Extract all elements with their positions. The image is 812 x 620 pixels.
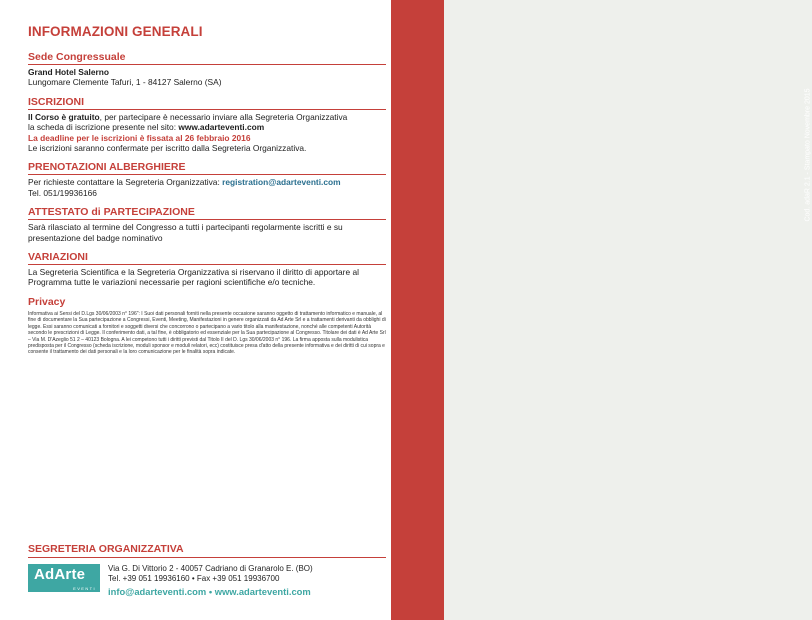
page-title: INFORMAZIONI GENERALI bbox=[28, 24, 203, 39]
hotel-phone: Tel. 051/19936166 bbox=[28, 187, 97, 198]
logo-sub-text: EVENTI bbox=[73, 586, 96, 591]
registration-heading: ISCRIZIONI bbox=[28, 96, 386, 110]
changes-section bbox=[28, 251, 386, 288]
registration-line-1-rest: , per partecipare è necessario inviare alla Segreteria Organizzativa bbox=[99, 111, 348, 122]
registration-confirm: Le iscrizioni saranno confermate per iscritto dalla Segreteria Organizzativa. bbox=[28, 143, 307, 154]
red-side-strip bbox=[391, 0, 812, 620]
organizer-details bbox=[108, 564, 313, 597]
privacy-heading: Privacy bbox=[28, 295, 66, 308]
registration-site-link[interactable]: www.adarteventi.com bbox=[178, 122, 265, 133]
adarte-logo bbox=[28, 564, 100, 592]
general-info bbox=[28, 24, 386, 364]
certificate-text: Sarà rilasciato al termine del Congresso a tutti i partecipanti regolarmente iscritti e su presentazione del badge nominativo bbox=[28, 222, 343, 243]
organizer-contacts[interactable]: info@adarteventi.com • www.adarteventi.com bbox=[108, 586, 311, 598]
organizer-phones: Tel. +39 051 19936160 • Fax +39 051 19936700 bbox=[108, 574, 280, 584]
hotel-line-1 bbox=[28, 177, 386, 187]
organizer-row bbox=[28, 564, 386, 597]
certificate-heading: ATTESTATO di PARTECIPAZIONE bbox=[28, 206, 386, 220]
privacy-text: Informativa ai Sensi del D.Lgs 30/06/2003 n° 196": I Suoi dati personali forniti nella presente occasione saranno oggetto di trattamento informatico e manuale, al fine di documentare la Sua partecipazione a Congressi, Eventi, Meeting, Manifestazioni in genere organizzati da Ad Arte Srl e a trattamenti derivanti da obblighi di legge. Essi saranno comunicati a fornitori e soggetti diversi che concorrono o partecipano a vario titolo alla manifestazione, nonché alle competenti Autorità secondo le prescrizioni di Legge. Il conferimento dati, a tal fine, è obbligatorio ed essenziale per la Sua partecipazione al Congresso. Titolare dei dati è Ad Arte Srl – Via M. D'Azeglio 51 2 – 40123 Bologna. A lei competono tutti i diritti previsti dal Titolo II del D. Lgs 30/06/2003 n° 196. La firma apposta sulla modulistica predisposta per il Congresso (scheda iscrizione, moduli sponsor e moduli relatori, ecc) costituisce presa d'atto della presente informativa e dei diritti di cui sopra e consente il trattamento dei dati personali e la loro comunicazione per le finalità sopra indicate. bbox=[28, 310, 386, 356]
organizer-address: Via G. Di Vittorio 2 - 40057 Cadriano di Granarolo E. (BO) bbox=[108, 564, 313, 573]
hotel-heading: PRENOTAZIONI ALBERGHIERE bbox=[28, 161, 386, 175]
registration-line-2 bbox=[28, 122, 386, 132]
venue-name: Grand Hotel Salerno bbox=[28, 67, 109, 77]
changes-heading: VARIAZIONI bbox=[28, 251, 386, 265]
certificate-section bbox=[28, 206, 386, 243]
changes-text: La Segreteria Scientifica e la Segreteria Organizzativa si riservano il diritto di apportare al Programma tutte le variazioni necessarie per ragioni scientifiche e/o tecniche. bbox=[28, 267, 359, 288]
logo-main-text: AdArte bbox=[34, 566, 86, 583]
venue-heading: Sede Congressuale bbox=[28, 51, 386, 65]
privacy-section bbox=[28, 296, 386, 356]
registration-deadline: La deadline per le iscrizioni è fissata al 26 febbraio 2016 bbox=[28, 132, 251, 143]
venue-address: Lungomare Clemente Tafuri, 1 - 84127 Salerno (SA) bbox=[28, 77, 222, 88]
organizer-footer bbox=[28, 543, 386, 597]
venue-section bbox=[28, 51, 386, 88]
hotel-section bbox=[28, 161, 386, 198]
registration-line-2-text: la scheda di iscrizione presente nel sito: bbox=[28, 122, 179, 133]
free-course-label: Il Corso è gratuito bbox=[28, 111, 100, 122]
print-code: Cod. adaR 2.1 - Stampato Novembre 2015 bbox=[804, 88, 812, 222]
hotel-email-link[interactable]: registration@adarteventi.com bbox=[222, 177, 341, 188]
organizer-heading: SEGRETERIA ORGANIZZATIVA bbox=[28, 543, 386, 558]
registration-line-1 bbox=[28, 112, 386, 122]
hotel-line-1-text: Per richieste contattare la Segreteria Organizzativa: bbox=[28, 177, 223, 188]
registration-section bbox=[28, 96, 386, 154]
